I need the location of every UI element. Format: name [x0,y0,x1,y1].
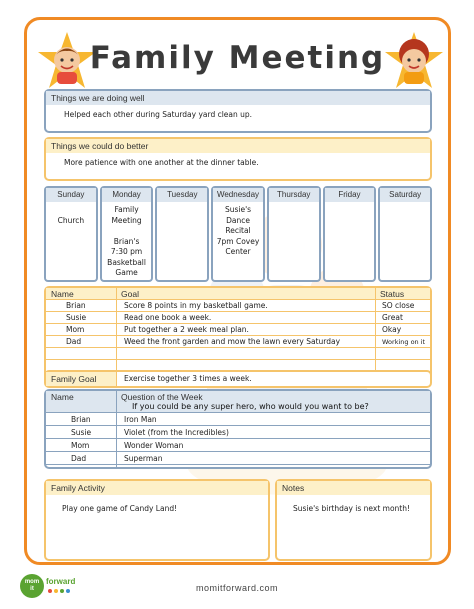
day-event-line: Center [225,247,251,256]
do-better-text[interactable]: More patience with one another at the dinner table. [64,158,259,167]
goal-name: Susie [66,313,87,322]
goal-text: Read one book a week. [124,313,212,322]
day-column-monday[interactable] [100,186,154,282]
goals-header-row [46,288,430,300]
question-header-row [46,391,430,413]
day-event-line: Recital [225,226,251,235]
day-event-line: Game [115,268,138,277]
day-event-line [104,226,150,237]
footer-url[interactable]: momitforward.com [195,583,278,593]
goal-name: Brian [66,301,86,310]
family-activity-header: Family Activity [46,481,268,495]
day-header: Friday [325,188,375,202]
answer-text: Wonder Woman [124,441,184,450]
goal-row[interactable] [46,336,430,348]
day-event-line: Dance [226,215,250,225]
answer-row[interactable] [46,439,430,452]
question-table [44,389,432,469]
day-header: Saturday [380,188,430,202]
answer-text: Iron Man [124,415,157,424]
day-column-tuesday[interactable] [155,186,209,282]
day-event-line: Susie's [224,205,252,214]
family-goal-row [44,370,432,388]
day-header: Sunday [46,188,96,202]
goal-status: SO close [382,301,415,310]
logo-mom-text: mom [24,579,40,585]
goal-name: Dad [66,337,82,346]
day-event-line: Family [114,205,139,214]
answer-name: Brian [71,415,91,424]
day-event-line: 7pm Covey [216,236,260,246]
day-event-line [48,205,94,216]
answer-row[interactable] [46,452,430,465]
day-event-line: Meeting [111,215,142,225]
day-event-line: Church [57,215,85,225]
day-events [102,205,152,279]
day-events [213,205,263,258]
day-column-thursday[interactable] [267,186,321,282]
goal-row[interactable] [46,312,430,324]
day-event-line: Brian's [113,236,140,246]
goal-text: Weed the front garden and mow the lawn every Saturday [124,337,341,346]
goal-row[interactable] [46,300,430,312]
notes-section [275,479,432,561]
goal-row[interactable] [46,324,430,336]
notes-header: Notes [277,481,430,495]
goals-goal-header: Goal [121,289,139,299]
question-name-header: Name [51,392,74,402]
answer-name: Susie [71,428,92,437]
do-better-header: Things we could do better [46,139,430,153]
day-column-friday[interactable] [323,186,377,282]
page-title: Family Meeting [89,40,386,76]
day-column-saturday[interactable] [378,186,432,282]
family-activity-section [44,479,270,561]
answer-text: Violet (from the Incredibles) [124,428,229,437]
day-column-sunday[interactable] [44,186,98,282]
goal-text: Score 8 points in my basketball game. [124,301,268,310]
do-better-section [44,137,432,181]
family-goal-label: Family Goal [46,372,116,386]
logo-forward-text: forward [46,577,76,586]
day-events [46,205,96,226]
page-frame [24,17,451,565]
goals-status-header: Status [380,289,405,299]
goal-status: Okay [382,325,402,334]
answer-text: Superman [124,454,163,463]
question-header: Question of the Week [121,392,203,402]
day-header: Monday [102,188,152,202]
logo-it-text: it [30,586,34,592]
family-goal-text[interactable]: Exercise together 3 times a week. [124,374,252,383]
notes-text[interactable]: Susie's birthday is next month! [293,504,410,513]
weekly-calendar [44,186,432,282]
goal-status: Working on it [382,338,426,346]
goals-name-header: Name [51,289,74,299]
goal-text: Put together a 2 week meal plan. [124,325,249,334]
day-event-line: 7:30 pm [110,247,143,256]
answer-row[interactable] [46,426,430,439]
doing-well-section [44,89,432,133]
goal-row[interactable] [46,348,430,360]
answer-name: Dad [71,454,87,463]
doing-well-header: Things we are doing well [46,91,430,105]
family-activity-text[interactable]: Play one game of Candy Land! [62,504,178,513]
day-header: Wednesday [213,188,263,202]
day-header: Tuesday [157,188,207,202]
day-event-line: Basketball [107,257,146,267]
answer-name: Mom [71,441,90,450]
answer-row[interactable] [46,413,430,426]
doing-well-text[interactable]: Helped each other during Saturday yard clean up. [64,110,253,119]
question-text: If you could be any super hero, who would you want to be? [132,402,369,411]
day-column-wednesday[interactable] [211,186,265,282]
goal-status: Great [382,313,403,322]
goal-name: Mom [66,325,85,334]
day-header: Thursday [269,188,319,202]
